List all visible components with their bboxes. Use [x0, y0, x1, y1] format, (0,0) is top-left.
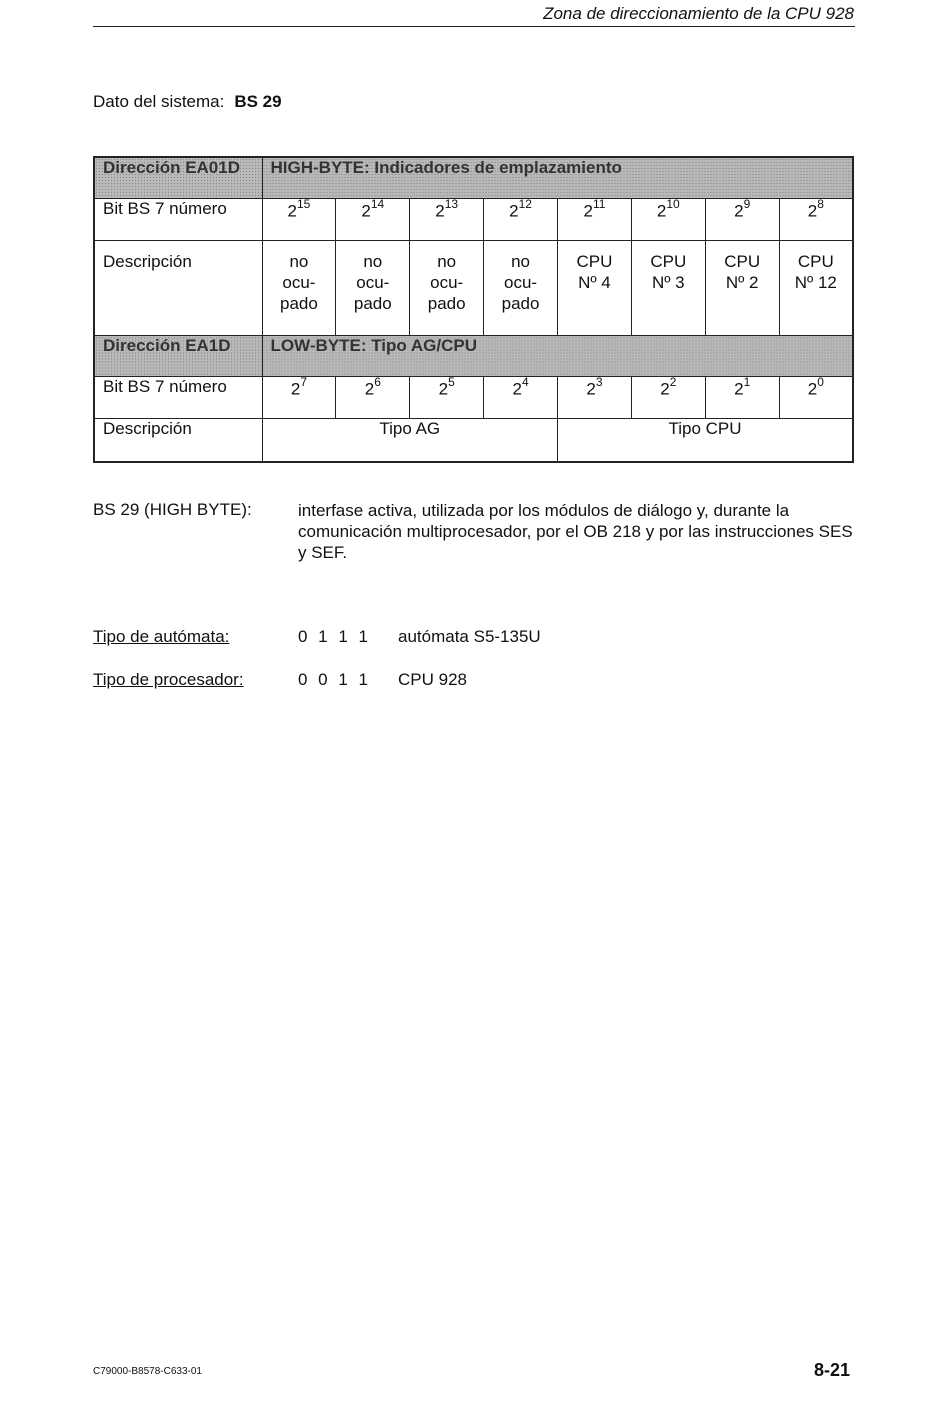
bit-power: $2^1$ — [705, 377, 779, 419]
high-bits-label: Bit BS 7 número — [94, 199, 262, 241]
low-desc-label: Descripción — [94, 419, 262, 463]
desc-cell: CPU Nº 4 — [558, 241, 632, 336]
automaton-type-label: Tipo de autómata: — [93, 627, 230, 646]
system-data-value: BS 29 — [234, 92, 282, 111]
desc-cell: no ocu- pado — [410, 241, 484, 336]
bit-power: $2^3$ — [558, 377, 632, 419]
desc-cell: CPU Nº 12 — [779, 241, 853, 336]
processor-type-code: 0 0 1 1 — [298, 670, 368, 689]
bit-power: $2^{13}$ — [410, 199, 484, 241]
low-title-cell: LOW-BYTE: Tipo AG/CPU — [262, 336, 853, 377]
desc-cell: no ocu- pado — [262, 241, 336, 336]
document-code: C79000-B8578-C633-01 — [93, 1366, 202, 1377]
page-header-title: Zona de direccionamiento de la CPU 928 — [543, 4, 854, 23]
desc-cell: no ocu- pado — [484, 241, 558, 336]
bit-power: $2^{12}$ — [484, 199, 558, 241]
desc-cell: CPU Nº 2 — [705, 241, 779, 336]
automaton-type-code: 0 1 1 1 — [298, 627, 368, 646]
bit-power: $2^9$ — [705, 199, 779, 241]
low-desc-row — [94, 419, 853, 463]
bit-power: $2^{15}$ — [262, 199, 336, 241]
low-byte-header-row — [94, 336, 853, 377]
tipo-cpu-cell: Tipo CPU — [558, 419, 854, 463]
note-text: interfase activa, utilizada por los módulos de diálogo y, durante la comunicación multiprocesador, por el OB 218 y por las instrucciones SES y SEF. — [298, 501, 853, 562]
system-data — [93, 92, 282, 112]
desc-cell: CPU Nº 3 — [631, 241, 705, 336]
page-number: 8-21 — [813, 1360, 850, 1380]
system-data-label: Dato del sistema: — [93, 92, 225, 111]
high-bits-row — [94, 199, 853, 241]
bit-power: $2^0$ — [779, 377, 853, 419]
high-byte-header-row — [94, 157, 853, 199]
desc-cell: no ocu- pado — [336, 241, 410, 336]
bit-power: $2^7$ — [262, 377, 336, 419]
high-address-cell: Dirección EA01D — [94, 157, 262, 199]
low-address-cell: Dirección EA1D — [94, 336, 262, 377]
bit-power: $2^2$ — [631, 377, 705, 419]
bit-power: $2^5$ — [410, 377, 484, 419]
low-bits-row — [94, 377, 853, 419]
bit-power: $2^{14}$ — [336, 199, 410, 241]
bit-power: $2^{10}$ — [631, 199, 705, 241]
bit-power: $2^{11}$ — [558, 199, 632, 241]
processor-type-desc: CPU 928 — [398, 670, 467, 689]
processor-type-label: Tipo de procesador: — [93, 670, 244, 689]
tipo-ag-cell: Tipo AG — [262, 419, 558, 463]
header-rule — [93, 26, 855, 27]
bit-power: $2^6$ — [336, 377, 410, 419]
bit-power: $2^4$ — [484, 377, 558, 419]
high-desc-label: Descripción — [94, 241, 262, 336]
low-bits-label: Bit BS 7 número — [94, 377, 262, 419]
automaton-type-desc: autómata S5-135U — [398, 627, 541, 646]
high-desc-row — [94, 241, 853, 336]
bit-power: $2^8$ — [779, 199, 853, 241]
note-label: BS 29 (HIGH BYTE): — [93, 500, 252, 519]
high-title-cell: HIGH-BYTE: Indicadores de emplazamiento — [262, 157, 853, 199]
bit-table — [93, 156, 854, 463]
